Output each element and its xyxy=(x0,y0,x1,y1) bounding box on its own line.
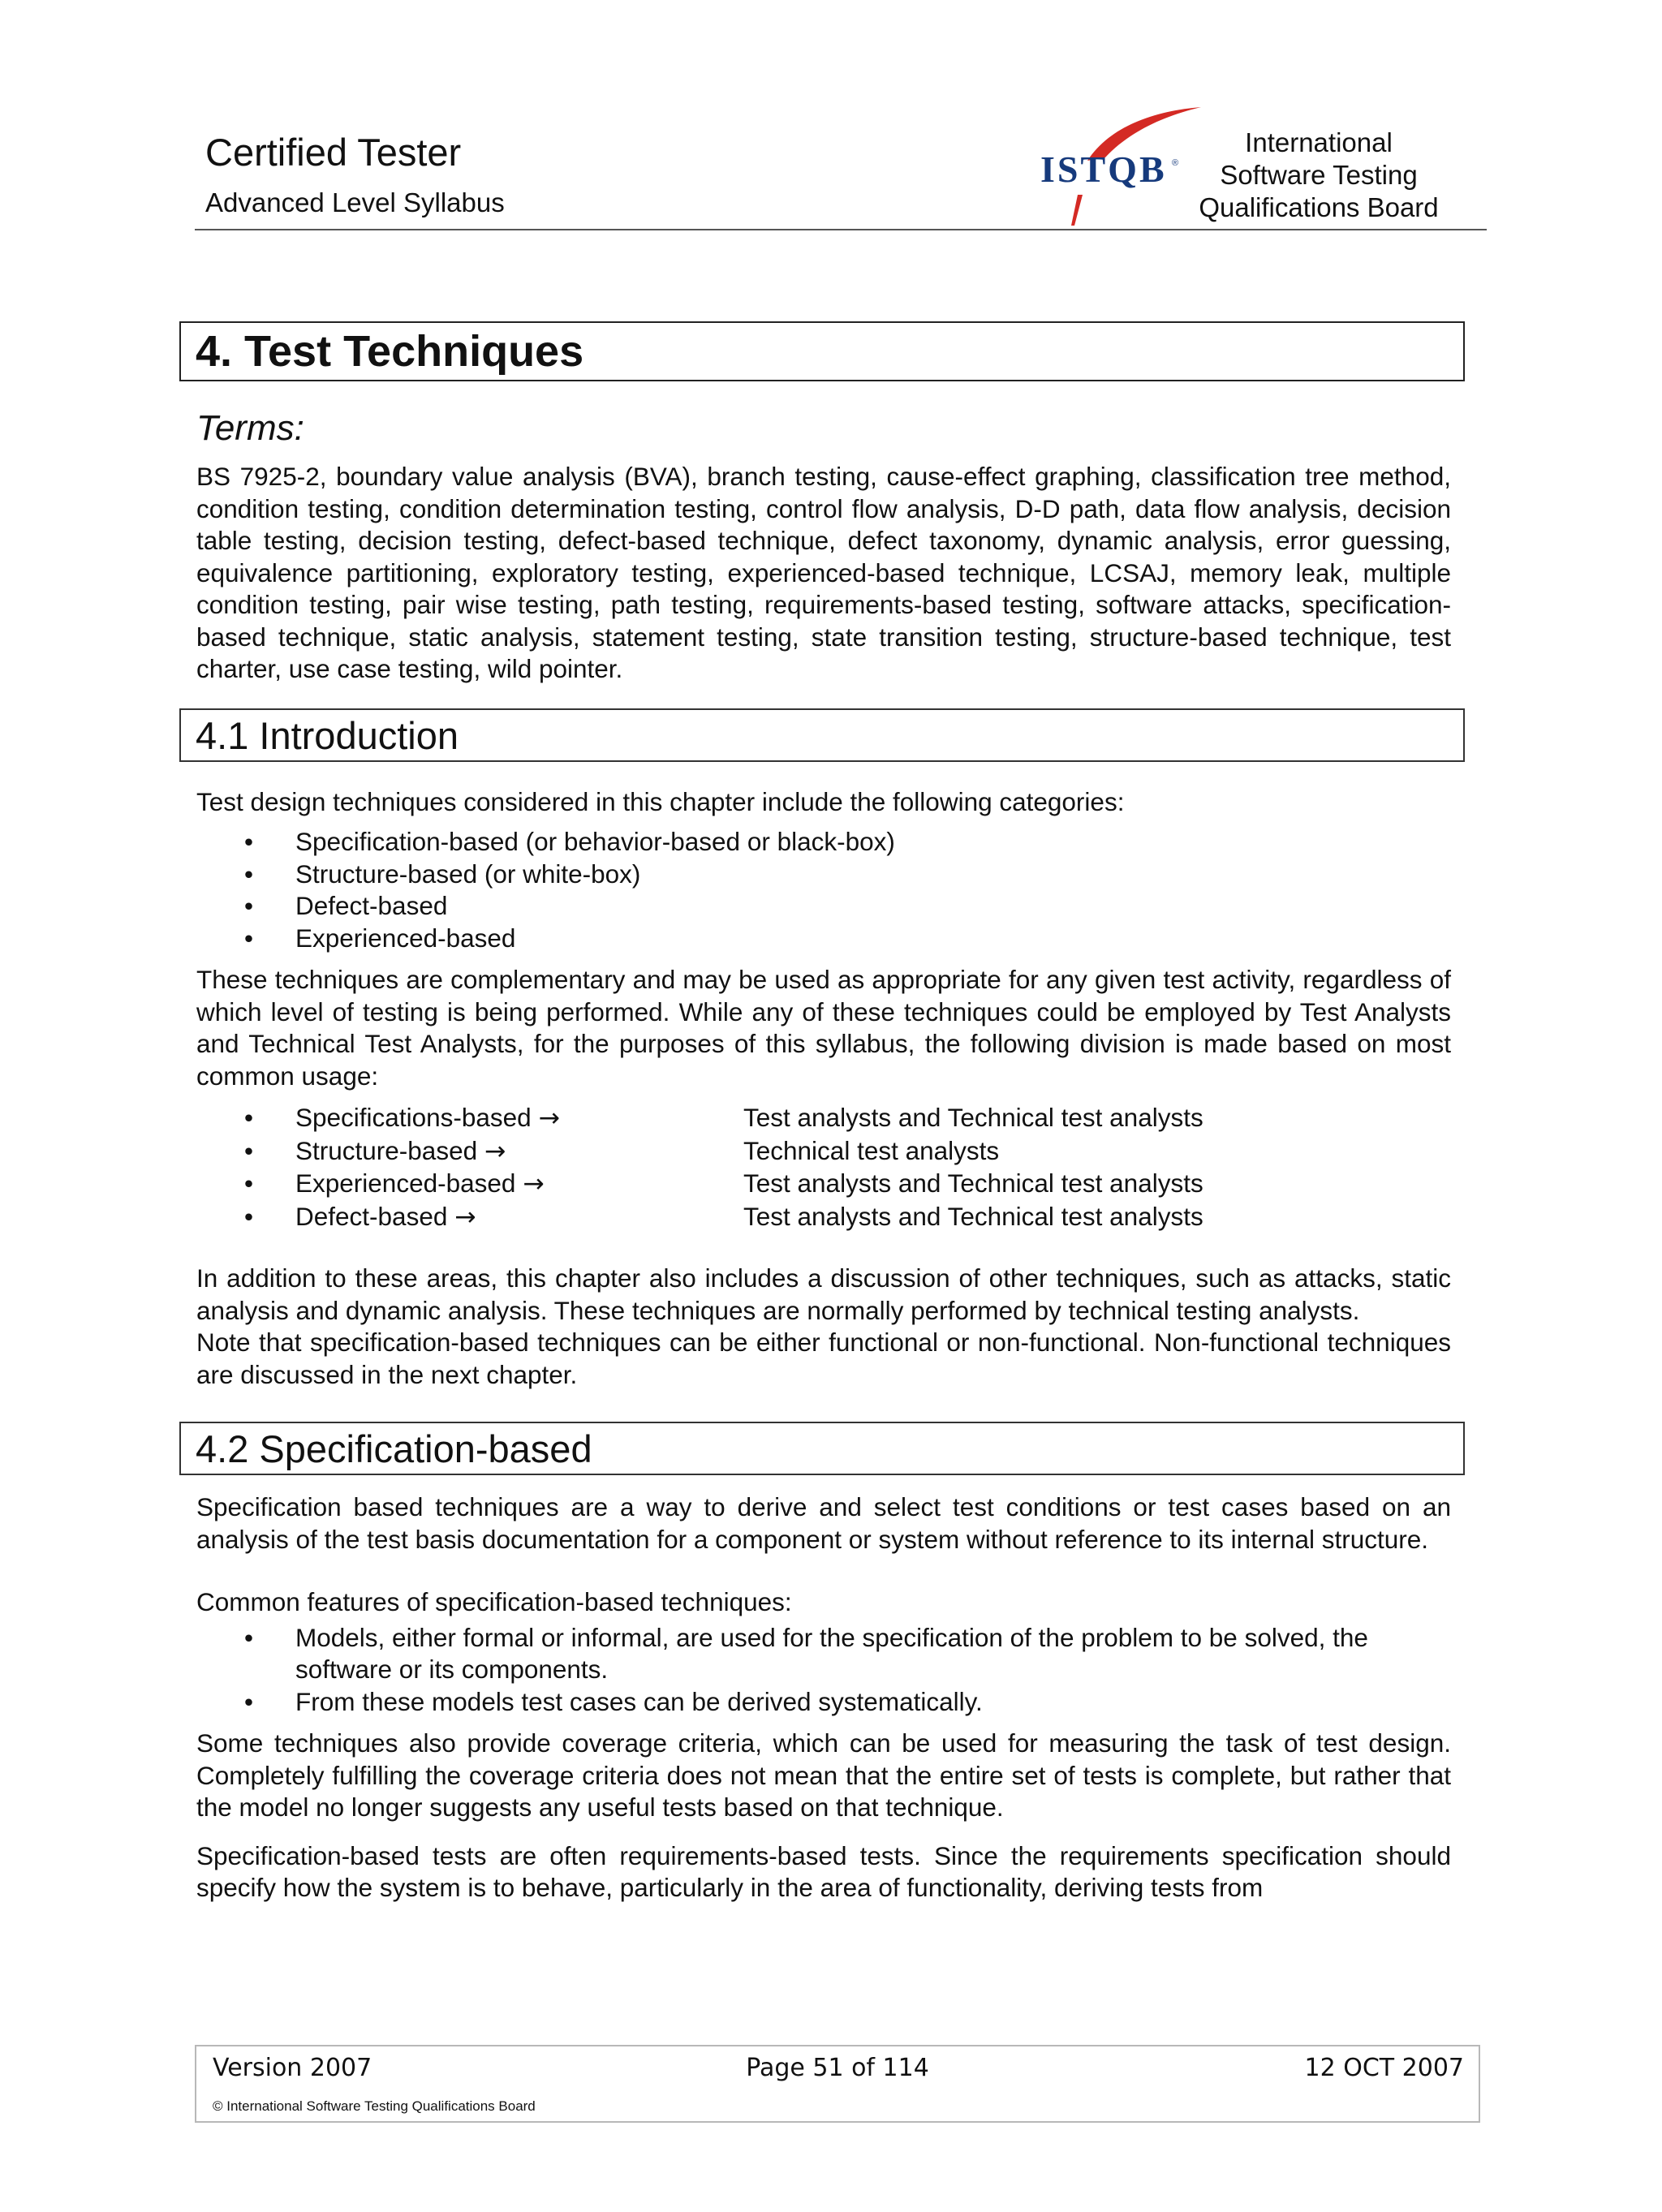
footer-version: Version 2007 xyxy=(213,2054,372,2082)
list-item: • From these models test cases can be derived systematically. xyxy=(244,1686,983,1716)
intro-paragraph: Test design techniques considered in this chapter include the following categories: xyxy=(196,786,1125,816)
chapter-heading-box xyxy=(179,321,1465,381)
list-item: • Experienced-based → Test analysts and Technical test analysts xyxy=(244,1168,1203,1199)
list-item: • Structure-based → Technical test analysts xyxy=(244,1135,1000,1166)
list-item: • Defect-based xyxy=(244,891,448,920)
org-line: Software Testing xyxy=(1220,160,1418,190)
division-list xyxy=(196,1102,1451,1233)
list-item: • Defect-based → Test analysts and Technical test analysts xyxy=(244,1201,1203,1232)
svg-text:®: ® xyxy=(1172,158,1179,168)
coverage-paragraph: Some techniques also provide coverage criteria, which can be used for measuring the task of test design. Completely fulfilling the coverage criteria does not mean that the entire set of tests is complete, but rather that the model no longer suggests any useful tests based on that technique. xyxy=(196,1728,1451,1822)
org-line: Qualifications Board xyxy=(1199,192,1439,222)
section-4-1-title: 4.1 Introduction xyxy=(196,713,459,757)
section-heading-box xyxy=(179,1422,1465,1475)
org-line: International xyxy=(1245,127,1393,157)
terms-label: Terms: xyxy=(196,408,304,448)
header-subtitle: Advanced Level Syllabus xyxy=(205,187,505,217)
page-footer xyxy=(195,2045,1480,2123)
features-list xyxy=(196,1622,1451,1719)
footer-copyright: © International Software Testing Qualifications Board xyxy=(213,2098,536,2114)
page-content xyxy=(196,321,1451,1904)
list-item: • Specifications-based → Test analysts and Technical test analysts xyxy=(244,1103,1203,1133)
spec-based-paragraph: Specification based techniques are a way to derive and select test conditions or test cases based on an analysis of the test basis documentation for a component or system without reference to its internal structure. xyxy=(196,1492,1451,1554)
list-item: • Experienced-based xyxy=(244,923,516,953)
note-paragraph: Note that specification-based techniques can be either functional or non-functional. Non-functional techniques are discussed in the next chapter. xyxy=(196,1328,1451,1389)
complementary-paragraph: These techniques are complementary and may be used as appropriate for any given test activity, regardless of which level of testing is being performed. While any of these techniques could be employed by Test Analysts and Technical Test Analysts, for the purposes of this syllabus, the following division is made based on most common usage: xyxy=(196,965,1451,1091)
list-item: • Specification-based (or behavior-based or black-box) xyxy=(244,827,895,856)
header-organization xyxy=(1185,127,1453,224)
section-4-2-title: 4.2 Specification-based xyxy=(196,1427,592,1470)
chapter-title: 4. Test Techniques xyxy=(196,327,584,376)
section-heading-box xyxy=(179,708,1465,762)
list-item: • Models, either formal or informal, are used for the specification of the problem to be solved, the software or its components. xyxy=(244,1622,1368,1684)
footer-date: 12 OCT 2007 xyxy=(1304,2054,1464,2082)
footer-page-number: Page 51 of 114 xyxy=(746,2054,929,2082)
logo-wordmark: ISTQB xyxy=(1040,148,1167,190)
category-list xyxy=(196,826,1451,954)
header-divider xyxy=(195,229,1487,230)
requirements-paragraph: Specification-based tests are often requirements-based tests. Since the requirements specification should specify how the system is to behave, particularly in the area of functionality, deriving tests from xyxy=(196,1840,1451,1902)
other-techniques-paragraph: In addition to these areas, this chapter also includes a discussion of other techniques, such as attacks, static analysis and dynamic analysis. These techniques are normally performed by technical testing analysts. xyxy=(196,1263,1451,1325)
terms-list: BS 7925-2, boundary value analysis (BVA), branch testing, cause-effect graphing, classification tree method, condition testing, condition determination testing, control flow analysis, D-D path, data flow analysis, decision table testing, decision testing, defect-based technique, defect taxonomy, dynamic analysis, error guessing, equivalence partitioning, exploratory testing, experienced-based technique, LCSAJ, memory leak, multiple condition testing, pair wise testing, path testing, requirements-based testing, software attacks, specification-based technique, static analysis, statement testing, state transition testing, structure-based technique, test charter, use case testing, wild pointer. xyxy=(196,462,1451,683)
header-title: Certified Tester xyxy=(205,131,462,174)
list-item: • Structure-based (or white-box) xyxy=(244,859,641,889)
features-intro: Common features of specification-based techniques: xyxy=(196,1587,792,1616)
